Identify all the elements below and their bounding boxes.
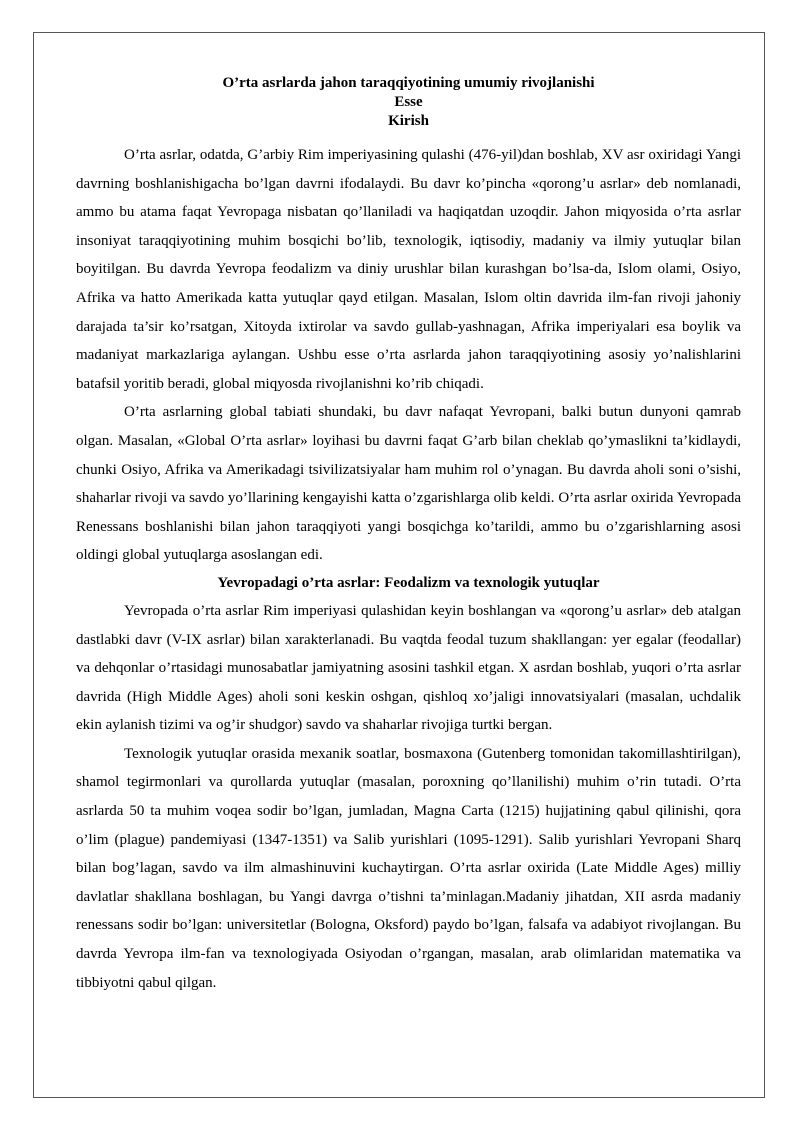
document-subtitle: Esse — [394, 94, 423, 110]
section-paragraph-1: Yevropada o’rta asrlar Rim imperiyasi qulashidan keyin boshlangan va «qorong’u asrlar» deb atalgan dastlabki davr (V-IX asrlar) bilan xarakterlanadi. Bu vaqtda feodal tuzum shakllangan: yer egalar (feodallar) va dehqonlar o’rtasidagi munosabatlar jamiyatning asosini tashkil etgan. X asrdan boshlab, yuqori o’rta asrlar davrida (High Middle Ages) aholi soni keskin oshgan, qishloq xo’jaligi innovatsiyalari (masalan, uchdalik ekin aylanish tizimi va og’ir shudgor) savdo va shaharlar rivojiga turtki bergan. — [76, 602, 741, 734]
intro-heading: Kirish — [388, 113, 429, 129]
intro-paragraph-2: O’rta asrlarning global tabiati shundaki, bu davr nafaqat Yevropani, balki butun dunyoni qamrab olgan. Masalan, «Global O’rta asrlar» loyihasi bu davrni faqat G’arb bilan cheklab qo’ymaslikni ta’kidlaydi, chunki Osiyo, Afrika va Amerikadagi tsivilizatsiyalar ham muhim rol o’ynagan. Bu davrda aholi soni o’sishi, shaharlar rivoji va savdo yo’llarining kengayishi katta o’zgarishlarga olib keldi. O’rta asrlar oxirida Yevropada Renessans boshlanishi bilan jahon taraqqiyoti yangi bosqichga ko’tarildi, ammo bu o’zgarishlarning asosi oldingi global yutuqlarga asoslangan edi. — [76, 404, 741, 564]
section-paragraph-2: Texnologik yutuqlar orasida mexanik soatlar, bosmaxona (Gutenberg tomonidan takomillashtirilgan), shamol tegirmonlari va qurollarda yutuqlar (masalan, poroxning qo’llanilishi) muhim o’rin tutadi. O’rta asrlarda 50 ta muhim voqea sodir bo’lgan, jumladan, Magna Carta (1215) hujjatining qabul qilinishi, qora o’lim (plague) pandemiyasi (1347-1351) va Salib yurishlari (1095-1291). Salib yurishlari Yevropani Sharq bilan bog’lagan, savdo va ilm almashinuvini kuchaytirgan. O’rta asrlar oxirida (Late Middle Ages) milliy davlatlar shakllana boshlagan, bu Yangi davrga o’tishni ta’minlagan.Madaniy jihatdan, XII asrda madaniy renessans sodir bo’lgan: universitetlar (Bologna, Oksford) paydo bo’lgan, falsafa va adabiyot rivojlangan. Bu davrda Yevropa ilm-fan va texnologiyada Osiyodan o’rgangan, masalan, arab olimlaridan matematika va tibbiyotni qabul qilgan. — [76, 745, 741, 991]
intro-paragraph-1: O’rta asrlar, odatda, G’arbiy Rim imperiyasining qulashi (476-yil)dan boshlab, XV asr oxiridagi Yangi davrning boshlanishigacha bo’lgan davrni ifodalaydi. Bu davr ko’pincha «qorong’u asrlar» deb nomlanadi, ammo bu atama faqat Yevropaga nisbatan qo’llaniladi va haqiqatdan uzoqdir. Jahon miqyosida o’rta asrlar insoniyat taraqqiyotining muhim bosqichi bo’lib, texnologik, iqtisodiy, madaniy va ilmiy yutuqlar bilan boyitilgan. Bu davrda Yevropa feodalizm va diniy urushlar bilan kurashgan bo’lsa-da, Islom olami, Osiyo, Afrika va hatto Amerikada katta yutuqlar qayd etilgan. Masalan, Islom oltin davrida ilm-fan rivoji jahoniy darajada ta’sir ko’rsatgan, Xitoyda ixtirolar va savdo gullab-yashnagan, Afrika imperiyalari esa boylik va madaniyat markazlariga aylangan. Ushbu esse o’rta asrlarda jahon taraqqiyotining asosiy yo’nalishlarini batafsil yoritib beradi, global miqyosda rivojlanishni ko’rib chiqadi. — [76, 147, 741, 392]
document-title: O’rta asrlarda jahon taraqqiyotining umumiy rivojlanishi — [222, 75, 595, 91]
document-body — [76, 74, 741, 997]
section-heading: Yevropadagi o’rta asrlar: Feodalizm va texnologik yutuqlar — [217, 574, 600, 591]
title-block — [76, 74, 741, 131]
